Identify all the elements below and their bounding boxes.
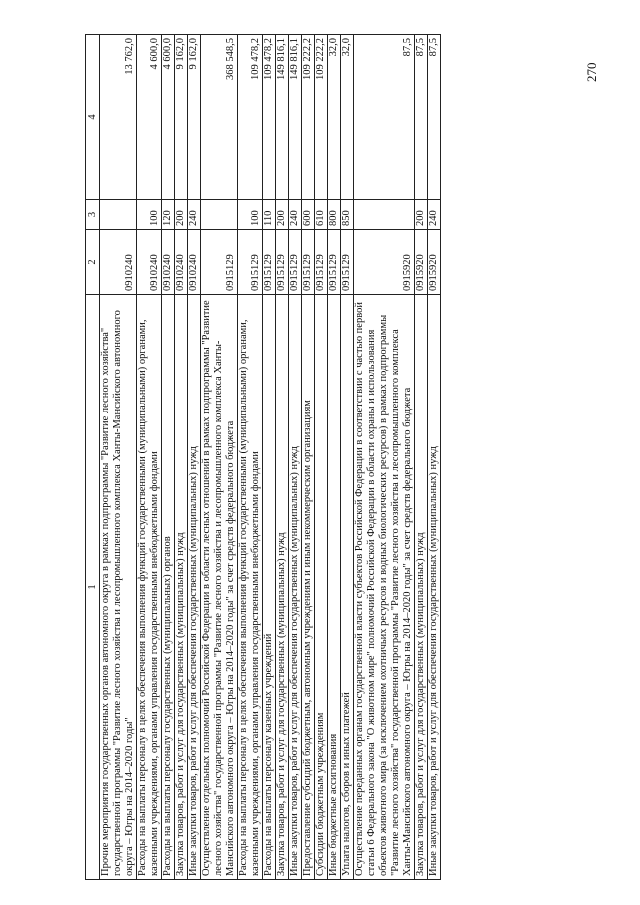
table-row bbox=[315, 35, 328, 880]
row-code-cell: 0915129 bbox=[302, 230, 315, 295]
row-name-cell: Расходы на выплаты персоналу казенных учреждений bbox=[263, 295, 276, 880]
row-name-cell: Субсидии бюджетным учреждениям bbox=[315, 295, 328, 880]
row-kind-cell: 100 bbox=[238, 200, 263, 230]
row-sum-cell: 109 222,2 bbox=[302, 35, 315, 200]
row-kind-cell: 800 bbox=[328, 200, 341, 230]
header-cell-kind: 3 bbox=[86, 200, 100, 230]
table-row bbox=[328, 35, 341, 880]
header-cell-code: 2 bbox=[86, 230, 100, 295]
row-code-cell: 0915129 bbox=[263, 230, 276, 295]
row-code-cell: 0910240 bbox=[137, 230, 162, 295]
row-code-cell: 0915920 bbox=[354, 230, 415, 295]
row-sum-cell: 4 600,0 bbox=[162, 35, 175, 200]
row-kind-cell: 120 bbox=[162, 200, 175, 230]
table-row bbox=[137, 35, 162, 880]
row-kind-cell: 240 bbox=[428, 200, 441, 230]
row-kind-cell bbox=[100, 200, 137, 230]
table-row bbox=[289, 35, 302, 880]
row-code-cell: 0910240 bbox=[188, 230, 201, 295]
row-name-cell: Иные бюджетные ассигнования bbox=[328, 295, 341, 880]
table-row bbox=[428, 35, 441, 880]
row-code-cell: 0915129 bbox=[276, 230, 289, 295]
row-sum-cell: 109 478,2 bbox=[263, 35, 276, 200]
row-name-cell: Расходы на выплаты персоналу в целях обеспечения выполнения функций государственными (муниципальными) органами, казенными учреждениями, органами управления государственными внебюджетными фондами bbox=[137, 295, 162, 880]
header-cell-sum: 4 bbox=[86, 35, 100, 200]
row-sum-cell: 87,5 bbox=[428, 35, 441, 200]
row-name-cell: Иные закупки товаров, работ и услуг для обеспечения государственных (муниципальных) нужд bbox=[188, 295, 201, 880]
table-row bbox=[100, 35, 137, 880]
row-kind-cell: 240 bbox=[188, 200, 201, 230]
table-row bbox=[415, 35, 428, 880]
row-sum-cell: 87,5 bbox=[354, 35, 415, 200]
row-name-cell: Закупка товаров, работ и услуг для государственных (муниципальных) нужд bbox=[276, 295, 289, 880]
row-code-cell: 0915920 bbox=[415, 230, 428, 295]
page-number: 270 bbox=[584, 62, 599, 82]
table-row bbox=[188, 35, 201, 880]
table-row bbox=[341, 35, 354, 880]
row-name-cell: Расходы на выплаты персоналу в целях обеспечения выполнения функций государственными (муниципальными) органами, казенными учреждениями, органами управления государственными внебюджетными фондами bbox=[238, 295, 263, 880]
row-sum-cell: 149 816,1 bbox=[289, 35, 302, 200]
table-header-row bbox=[86, 35, 100, 880]
row-code-cell: 0915129 bbox=[328, 230, 341, 295]
row-sum-cell: 32,0 bbox=[341, 35, 354, 200]
table-row bbox=[162, 35, 175, 880]
row-code-cell: 0915129 bbox=[238, 230, 263, 295]
row-sum-cell: 13 762,0 bbox=[100, 35, 137, 200]
table-row bbox=[175, 35, 188, 880]
row-name-cell: Прочие мероприятия государственных органов автономного округа в рамках подпрограммы "Развитие лесного хозяйства" государственной программы "Развитие лесного хозяйства и лесопромышленного комплекса Ханты-Мансийского автономного округа – Югры на 2014–2020 годы" bbox=[100, 295, 137, 880]
row-kind-cell: 200 bbox=[276, 200, 289, 230]
row-kind-cell: 240 bbox=[289, 200, 302, 230]
table-row bbox=[263, 35, 276, 880]
row-code-cell: 0910240 bbox=[175, 230, 188, 295]
row-kind-cell: 200 bbox=[415, 200, 428, 230]
row-name-cell: Иные закупки товаров, работ и услуг для обеспечения государственных (муниципальных) нужд bbox=[428, 295, 441, 880]
row-sum-cell: 4 600,0 bbox=[137, 35, 162, 200]
header-cell-name: 1 bbox=[86, 295, 100, 880]
table-row bbox=[201, 35, 238, 880]
row-kind-cell: 600 bbox=[302, 200, 315, 230]
row-sum-cell: 87,5 bbox=[415, 35, 428, 200]
row-name-cell: Предоставление субсидий бюджетным, автономным учреждениям и иным некоммерческим организациям bbox=[302, 295, 315, 880]
row-code-cell: 0915129 bbox=[315, 230, 328, 295]
row-code-cell: 0915920 bbox=[428, 230, 441, 295]
row-name-cell: Закупка товаров, работ и услуг для государственных (муниципальных) нужд bbox=[175, 295, 188, 880]
row-sum-cell: 9 162,0 bbox=[175, 35, 188, 200]
row-name-cell: Уплата налогов, сборов и иных платежей bbox=[341, 295, 354, 880]
row-kind-cell: 110 bbox=[263, 200, 276, 230]
table-row bbox=[276, 35, 289, 880]
row-name-cell: Расходы на выплаты персоналу государственных (муниципальных) органов bbox=[162, 295, 175, 880]
row-sum-cell: 109 478,2 bbox=[238, 35, 263, 200]
row-kind-cell: 200 bbox=[175, 200, 188, 230]
budget-table-page bbox=[85, 35, 530, 880]
row-code-cell: 0915129 bbox=[341, 230, 354, 295]
row-kind-cell: 100 bbox=[137, 200, 162, 230]
row-sum-cell: 32,0 bbox=[328, 35, 341, 200]
row-kind-cell: 610 bbox=[315, 200, 328, 230]
row-code-cell: 0915129 bbox=[289, 230, 302, 295]
row-code-cell: 0915129 bbox=[201, 230, 238, 295]
table-row bbox=[238, 35, 263, 880]
row-kind-cell bbox=[201, 200, 238, 230]
table-body bbox=[100, 35, 441, 880]
row-name-cell: Закупка товаров, работ и услуг для государственных (муниципальных) нужд bbox=[415, 295, 428, 880]
row-kind-cell: 850 bbox=[341, 200, 354, 230]
row-code-cell: 0910240 bbox=[162, 230, 175, 295]
row-sum-cell: 9 162,0 bbox=[188, 35, 201, 200]
row-sum-cell: 149 816,1 bbox=[276, 35, 289, 200]
budget-table bbox=[85, 34, 441, 880]
table-row bbox=[302, 35, 315, 880]
row-kind-cell bbox=[354, 200, 415, 230]
row-name-cell: Осуществление переданных органам государственной власти субъектов Российской Федерации в соответствии с частью первой статьи 6 Федерального закона "О животном мире" полномочий Российской Федерации в области охраны и использования объектов животного мира (за исключением охотничьих ресурсов и водных биологических ресурсов) в рамках подпрограммы "Развитие лесного хозяйства" государственной программы "Развитие лесного хозяйства и лесопромышленного комплекса Ханты-Мансийского автономного округа – Югры на 2014–2020 годы" за счет средств федерального бюджета bbox=[354, 295, 415, 880]
row-name-cell: Осуществление отдельных полномочий Российской Федерации в области лесных отношений в рамках подпрограммы "Развитие лесного хозяйства" государственной программы "Развитие лесного хозяйства и лесопромышленного комплекса Ханты-Мансийского автономного округа – Югры на 2014–2020 годы" за счет средств федерального бюджета bbox=[201, 295, 238, 880]
row-code-cell: 0910240 bbox=[100, 230, 137, 295]
row-name-cell: Иные закупки товаров, работ и услуг для обеспечения государственных (муниципальных) нужд bbox=[289, 295, 302, 880]
row-sum-cell: 109 222,2 bbox=[315, 35, 328, 200]
table-row bbox=[354, 35, 415, 880]
row-sum-cell: 368 548,5 bbox=[201, 35, 238, 200]
